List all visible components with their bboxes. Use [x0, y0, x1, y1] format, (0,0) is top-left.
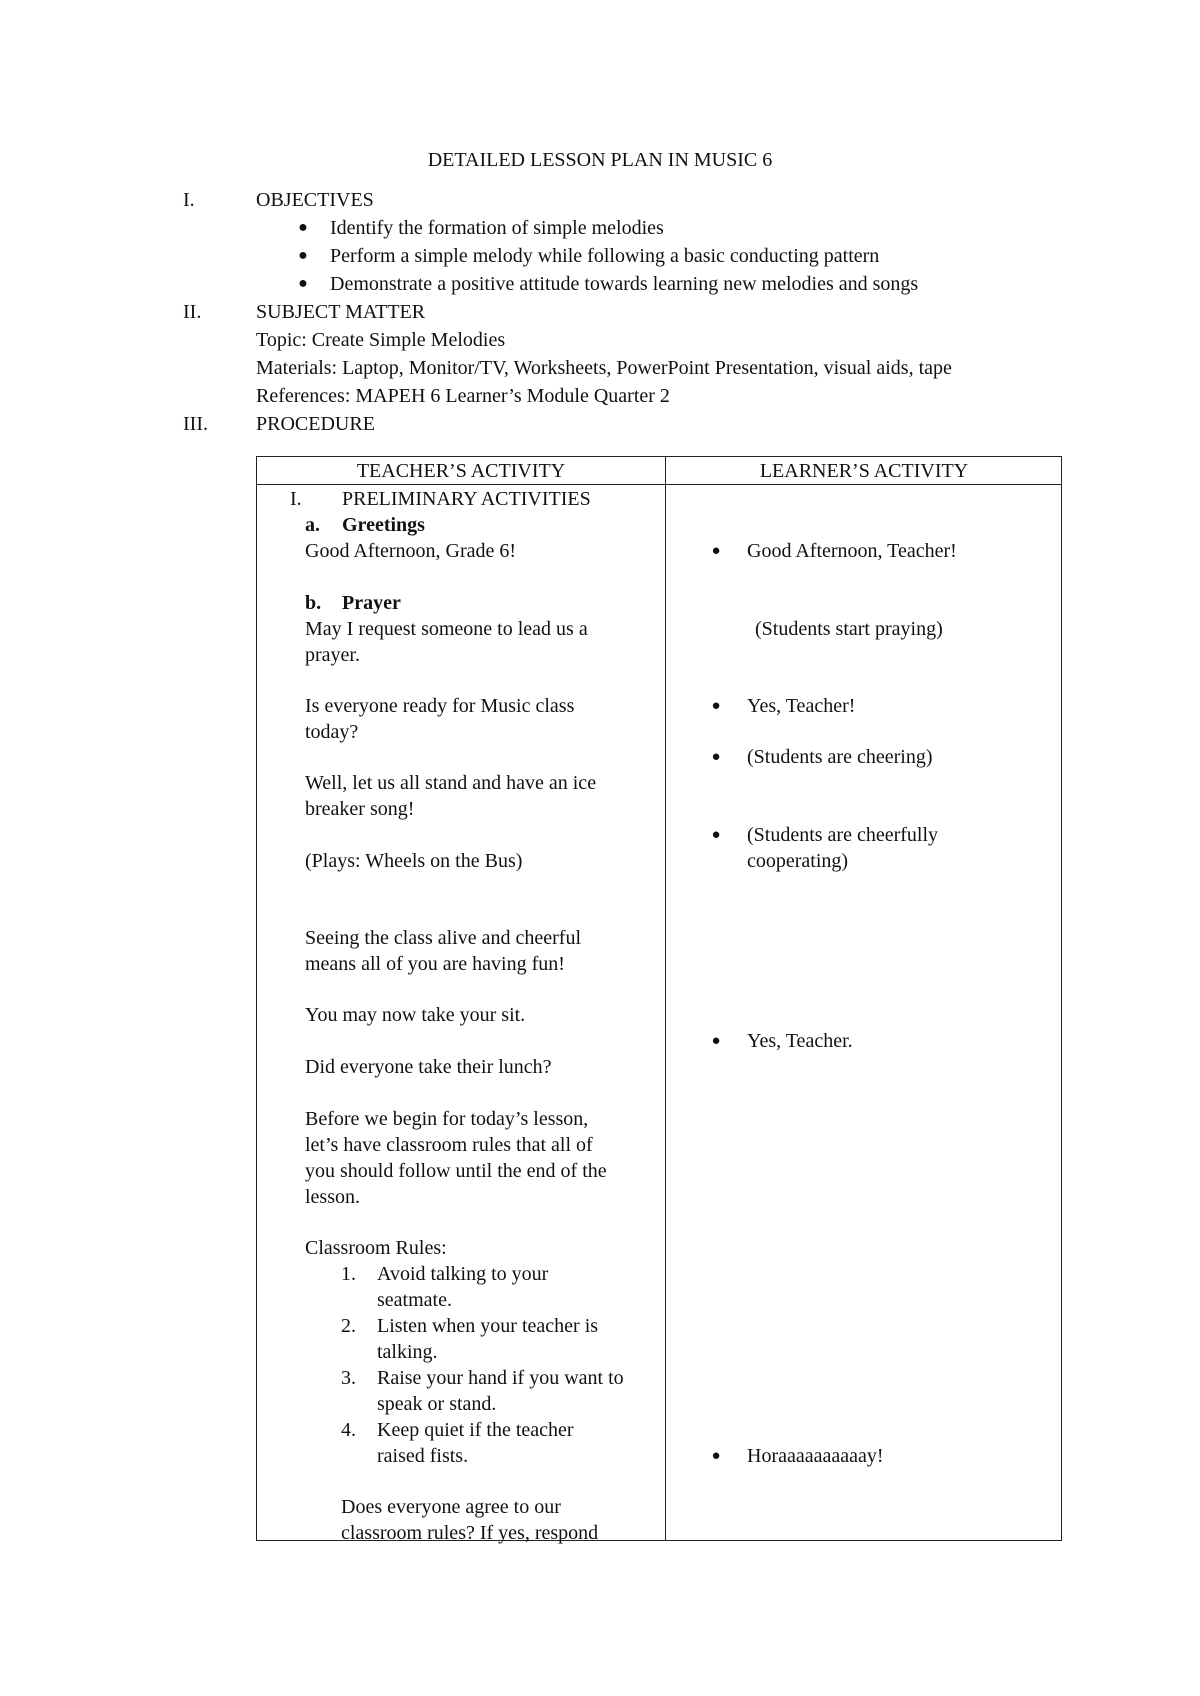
sit-text: You may now take your sit. [305, 1004, 526, 1026]
ice-breaker-text: Well, let us all stand and have an ice [305, 772, 597, 794]
bullet-icon: ● [711, 1033, 721, 1049]
rule-text: Avoid talking to your [377, 1263, 549, 1285]
rule-text: Raise your hand if you want to [377, 1367, 624, 1389]
learner-response: Yes, Teacher! [747, 695, 856, 717]
learner-response: Yes, Teacher. [747, 1030, 853, 1052]
greetings-letter: a. [305, 514, 320, 536]
before-lesson-text: you should follow until the end of the [305, 1160, 607, 1182]
document-title: DETAILED LESSON PLAN IN MUSIC 6 [427, 149, 773, 171]
learner-response: (Students start praying) [755, 618, 943, 640]
rule-number: 4. [341, 1419, 356, 1441]
greetings-title: Greetings [342, 514, 425, 536]
part-numeral: I. [290, 488, 302, 510]
before-lesson-text: Before we begin for today’s lesson, [305, 1108, 589, 1130]
table-column-divider [665, 457, 666, 1540]
cheerful-text: Seeing the class alive and cheerful [305, 927, 581, 949]
section-numeral-objectives: I. [183, 189, 195, 211]
objective-item: ● Perform a simple melody while following a basic conducting pattern [330, 242, 879, 270]
agree-question: Does everyone agree to our [341, 1496, 561, 1518]
section-heading-objectives: OBJECTIVES [256, 189, 374, 211]
greetings-text: Good Afternoon, Grade 6! [305, 540, 517, 562]
cheerful-text: means all of you are having fun! [305, 953, 565, 975]
rule-text: raised fists. [377, 1445, 469, 1467]
plays-note: (Plays: Wheels on the Bus) [305, 850, 523, 872]
rule-text: Listen when your teacher is [377, 1315, 599, 1337]
bullet-icon: ● [298, 275, 308, 292]
subject-references: References: MAPEH 6 Learner’s Module Quarter 2 [256, 385, 670, 407]
before-lesson-text: let’s have classroom rules that all of [305, 1134, 593, 1156]
rule-text: talking. [377, 1341, 438, 1363]
bullet-icon: ● [298, 247, 308, 264]
prayer-text: prayer. [305, 644, 360, 666]
prayer-text: May I request someone to lead us a [305, 618, 588, 640]
learner-response: (Students are cheering) [747, 746, 933, 768]
ready-question: Is everyone ready for Music class [305, 695, 575, 717]
learner-response: cooperating) [747, 850, 849, 872]
rules-title: Classroom Rules: [305, 1237, 447, 1259]
objective-item: ● Identify the formation of simple melodies [330, 214, 664, 242]
learner-response: Horaaaaaaaaaay! [747, 1445, 884, 1467]
table-header-teacher: TEACHER’S ACTIVITY [356, 460, 566, 482]
objective-item: ● Demonstrate a positive attitude towards learning new melodies and songs [330, 270, 918, 298]
section-heading-procedure: PROCEDURE [256, 413, 375, 435]
ready-question: today? [305, 721, 359, 743]
prayer-letter: b. [305, 592, 322, 614]
before-lesson-text: lesson. [305, 1186, 360, 1208]
prayer-title: Prayer [342, 592, 401, 614]
bullet-icon: ● [298, 219, 308, 236]
bullet-icon: ● [711, 749, 721, 765]
rule-number: 2. [341, 1315, 356, 1337]
procedure-table [256, 456, 1062, 1544]
bullet-icon: ● [711, 1448, 721, 1464]
section-numeral-subject-matter: II. [183, 301, 202, 323]
rule-text: Keep quiet if the teacher [377, 1419, 574, 1441]
rule-text: seatmate. [377, 1289, 452, 1311]
agree-question: classroom rules? If yes, respond [341, 1522, 599, 1544]
section-numeral-procedure: III. [183, 413, 208, 435]
learner-response: (Students are cheerfully [747, 824, 939, 846]
bullet-icon: ● [711, 827, 721, 843]
lunch-question: Did everyone take their lunch? [305, 1056, 552, 1078]
part-title: PRELIMINARY ACTIVITIES [342, 488, 591, 510]
ice-breaker-text: breaker song! [305, 798, 415, 820]
section-heading-subject-matter: SUBJECT MATTER [256, 301, 426, 323]
subject-topic: Topic: Create Simple Melodies [256, 329, 506, 351]
learner-response: Good Afternoon, Teacher! [747, 540, 957, 562]
rule-text: speak or stand. [377, 1393, 497, 1415]
bullet-icon: ● [711, 698, 721, 714]
rule-number: 1. [341, 1263, 356, 1285]
rule-number: 3. [341, 1367, 356, 1389]
table-header-learner: LEARNER’S ACTIVITY [759, 460, 969, 482]
bullet-icon: ● [711, 543, 721, 559]
subject-materials: Materials: Laptop, Monitor/TV, Worksheets, PowerPoint Presentation, visual aids, tape [256, 357, 952, 379]
